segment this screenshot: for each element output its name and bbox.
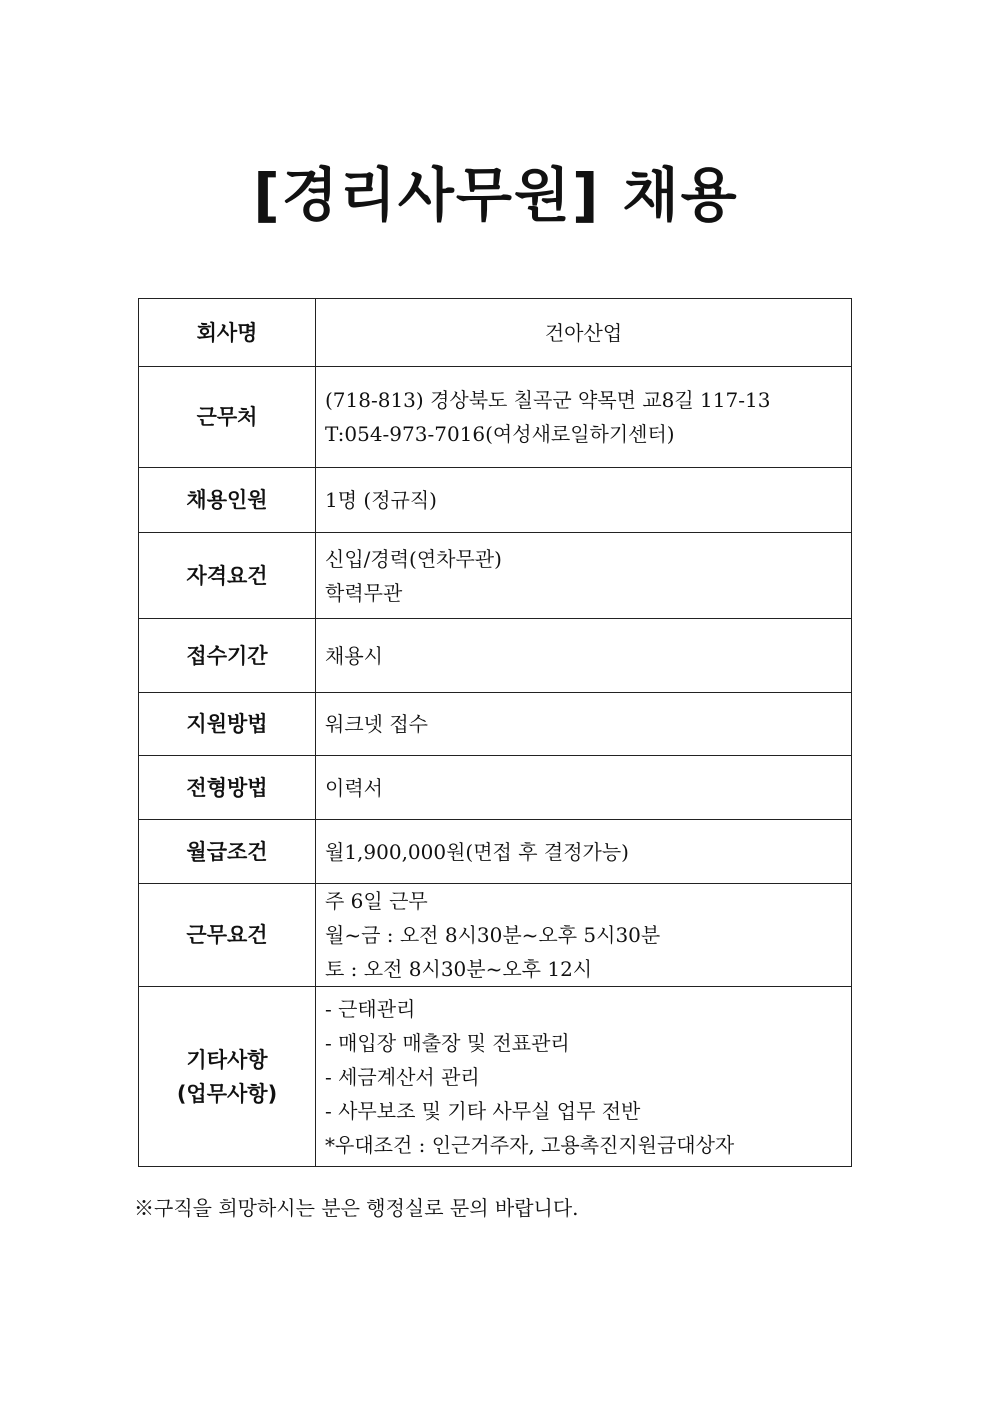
row-label: 근무요건 [139, 884, 316, 987]
duty-line: - 세금계산서 관리 [325, 1064, 480, 1089]
table-row [139, 533, 852, 619]
duty-line: - 근태관리 [325, 996, 416, 1021]
qualification-line: 학력무관 [325, 580, 403, 605]
work-conditions-value [316, 884, 852, 987]
duty-line: - 사무보조 및 기타 사무실 업무 전반 [325, 1098, 641, 1123]
salary-value: 월1,900,000원(면접 후 결정가능) [316, 820, 852, 884]
row-label [139, 987, 316, 1167]
workplace-value [316, 367, 852, 468]
qualification-line: 신입/경력(연차무관) [325, 546, 502, 571]
job-info-table [138, 298, 852, 1167]
row-label: 접수기간 [139, 619, 316, 693]
table-row [139, 693, 852, 756]
row-label: 지원방법 [139, 693, 316, 756]
row-label: 근무처 [139, 367, 316, 468]
period-value: 채용시 [316, 619, 852, 693]
contact-footnote: ※구직을 희망하시는 분은 행정실로 문의 바랍니다. [134, 1196, 579, 1220]
table-row [139, 884, 852, 987]
company-name-value: 건아산업 [316, 299, 852, 367]
qualification-value [316, 533, 852, 619]
apply-method-value: 워크넷 접수 [316, 693, 852, 756]
etc-value [316, 987, 852, 1167]
table-row [139, 987, 852, 1167]
table-row [139, 468, 852, 533]
work-condition-line: 주 6일 근무 [325, 889, 428, 913]
page-title: [경리사무원] 채용 [253, 161, 739, 229]
duty-line: - 매입장 매출장 및 전표관리 [325, 1030, 570, 1055]
table-row [139, 756, 852, 820]
row-label: 자격요건 [139, 533, 316, 619]
row-label: 회사명 [139, 299, 316, 367]
address-line: (718-813) 경상북도 칠곡군 약목면 교8길 117-13 [325, 388, 771, 412]
work-condition-line: 월~금 : 오전 8시30분~오후 5시30분 [325, 923, 661, 947]
row-label: 채용인원 [139, 468, 316, 533]
headcount-value: 1명 (정규직) [316, 468, 852, 533]
table-row [139, 299, 852, 367]
phone-line: T:054-973-7016(여성새로일하기센터) [325, 422, 675, 446]
etc-label-line: 기타사항 [186, 1047, 268, 1072]
table-row [139, 820, 852, 884]
work-condition-line: 토 : 오전 8시30분~오후 12시 [325, 957, 593, 981]
preference-line: *우대조건 : 인근거주자, 고용촉진지원금대상자 [325, 1132, 735, 1157]
row-label: 전형방법 [139, 756, 316, 820]
screening-value: 이력서 [316, 756, 852, 820]
table-row [139, 619, 852, 693]
table-row [139, 367, 852, 468]
etc-label-line: (업무사항) [176, 1081, 278, 1106]
row-label: 월급조건 [139, 820, 316, 884]
